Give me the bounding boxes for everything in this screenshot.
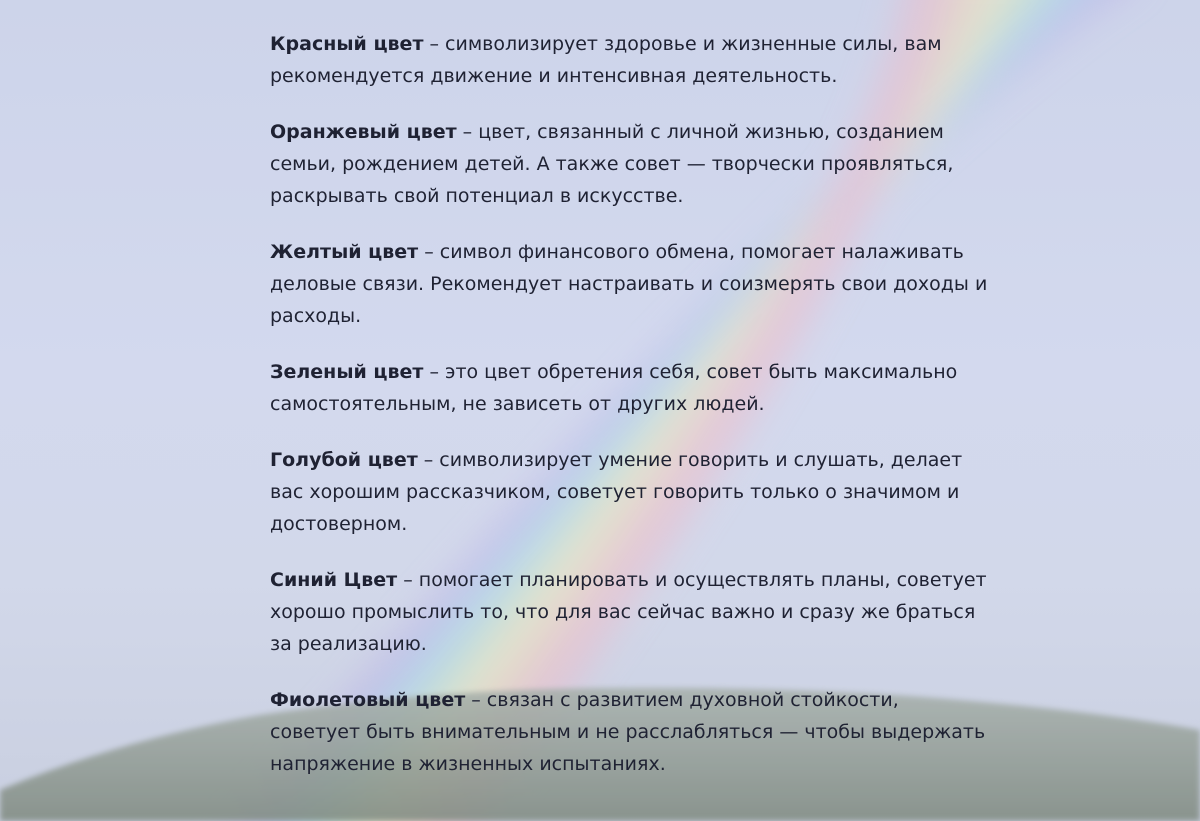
paragraph-green bbox=[270, 356, 990, 420]
term-green: Зеленый цвет bbox=[270, 361, 424, 383]
term-blue: Синий Цвет bbox=[270, 569, 398, 591]
term-light-blue: Голубой цвет bbox=[270, 449, 418, 471]
desc-light-blue: – символизирует умение говорить и слушать, делает вас хорошим рассказчиком, советует говорить только о значимом и достоверном. bbox=[270, 449, 963, 535]
desc-red: – символизирует здоровье и жизненные силы, вам рекомендуется движение и интенсивная деятельность. bbox=[270, 33, 942, 87]
paragraph-red bbox=[270, 28, 990, 92]
term-orange: Оранжевый цвет bbox=[270, 121, 457, 143]
paragraph-yellow bbox=[270, 236, 990, 332]
desc-violet: – связан с развитием духовной стойкости, советует быть внимательным и не расслабляться — чтобы выдержать напряжение в жизненных испытаниях. bbox=[270, 689, 986, 775]
term-yellow: Желтый цвет bbox=[270, 241, 419, 263]
term-violet: Фиолетовый цвет bbox=[270, 689, 466, 711]
paragraph-orange bbox=[270, 116, 990, 212]
paragraph-blue bbox=[270, 564, 990, 660]
paragraph-violet bbox=[270, 684, 990, 780]
desc-orange: – цвет, связанный с личной жизнью, созданием семьи, рождением детей. А также совет — творчески проявляться, раскрывать свой потенциал в искусстве. bbox=[270, 121, 954, 207]
term-red: Красный цвет bbox=[270, 33, 424, 55]
paragraph-light-blue bbox=[270, 444, 990, 540]
desc-blue: – помогает планировать и осуществлять планы, советует хорошо промыслить то, что для вас сейчас важно и сразу же браться за реализацию. bbox=[270, 569, 987, 655]
desc-green: – это цвет обретения себя, совет быть максимально самостоятельным, не зависеть от других людей. bbox=[270, 361, 958, 415]
color-meanings-text bbox=[270, 28, 990, 804]
desc-yellow: – символ финансового обмена, помогает налаживать деловые связи. Рекомендует настраивать и соизмерять свои доходы и расходы. bbox=[270, 241, 988, 327]
